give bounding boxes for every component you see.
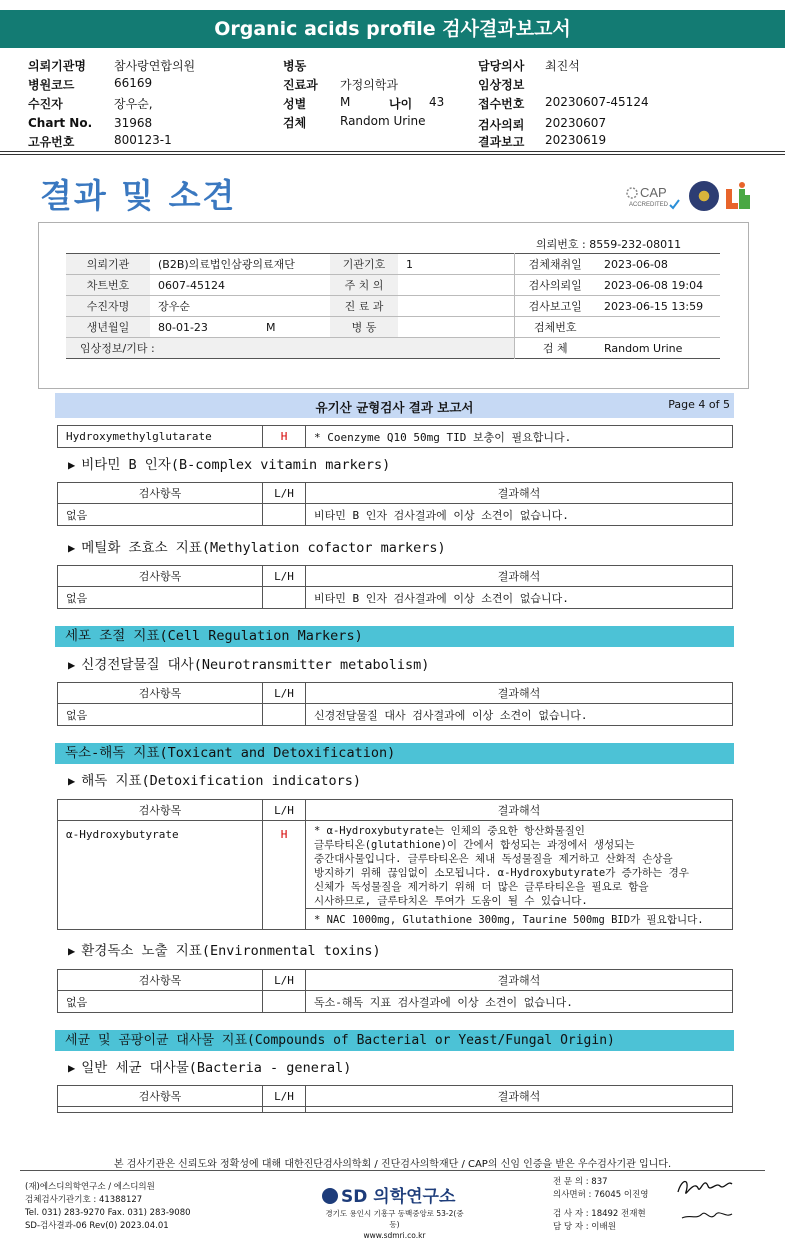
interp-line: 방지하기 위해 끊임없이 소모됩니다. α-Hydroxybutyrate가 증가하는 경우 [314,866,689,879]
result-flag [263,504,306,526]
cap-logo-text: CAP [640,185,667,200]
info-value: 장우순 [158,300,190,313]
col-header-lh: L/H [263,683,306,704]
analyte-name: 없음 [58,704,263,726]
value-specimen: Random Urine [340,114,426,128]
neurotransmitter-table [57,682,733,726]
triangle-right-icon: ▶ [68,944,76,958]
col-header-lh: L/H [263,970,306,991]
tester: 검 사 자 : 18492 전재현 [553,1209,646,1219]
result-flag [263,587,306,609]
hmg-result-table [57,425,733,448]
col-header-item: 검사항목 [58,566,263,587]
bacteria-table [57,1085,733,1113]
info-value [150,317,330,338]
lab-mark-logo [725,181,751,211]
col-header-item: 검사항목 [58,483,263,504]
triangle-right-icon: ▶ [68,458,76,472]
sd-institute-logo: SD 의학연구소 [322,1182,455,1207]
signatories [553,1176,649,1233]
label-receipt-no: 접수번호 [478,97,525,111]
value-age: 43 [429,95,445,109]
divider [0,151,785,152]
request-number: 의뢰번호 : 8559-232-08011 [536,238,682,251]
col-header-item: 검사항목 [58,683,263,704]
label-hospital-code: 병원코드 [28,78,75,92]
interp-line: 중간대사물입니다. 글루타티온은 체내 독성물질을 제거하고 산화적 손상을 [314,852,673,865]
address-line: 경기도 용인시 기흥구 동백중앙로 53-2(중동) [325,1209,464,1229]
info-value: 1 [398,254,514,275]
label-department: 진료과 [283,78,318,92]
result-flag [263,991,306,1013]
result-interp [306,1107,733,1113]
col-header-lh: L/H [263,566,306,587]
info-label: 검사보고일 [528,300,582,313]
col-header-lh: L/H [263,1086,306,1107]
col-header-interp: 결과해석 [306,483,733,504]
interp-line: * α-Hydroxybutyrate는 인체의 중요한 항산화물질인 [314,824,585,837]
analyte-name [58,1107,263,1113]
result-flag [263,704,306,726]
value-doctor: 최진석 [545,59,580,73]
info-label: 검사의뢰일 [528,279,582,292]
category-band-bacterial-fungal: 세균 및 곰팡이균 대사물 지표(Compounds of Bacterial or Yeast/Fungal Origin) [55,1030,734,1051]
handwritten-signature [670,1170,750,1230]
info-label: 생년월일 [66,317,150,338]
info-label: 검체번호 [533,321,577,334]
result-interp [306,821,733,909]
section-heading-bacteria: ▶ 일반 세균 대사물(Bacteria - general) [68,1060,352,1076]
col-header-interp: 결과해석 [306,566,733,587]
accreditation-note: 본 검사기관은 신뢰도와 정확성에 대해 대한진단검사의학회 / 진단검사의학재단 / CAP의 신임 인증을 받은 우수검사기관 입니다. [113,1159,672,1170]
info-label: 병 동 [330,317,398,338]
info-value: 2023-06-08 [604,257,668,271]
result-note: * NAC 1000mg, Glutathione 300mg, Taurine 500mg BID가 필요합니다. [306,909,733,930]
report-banner: Organic acids profile 검사결과보고서 [0,10,785,48]
col-header-lh: L/H [263,483,306,504]
label-institution: 의뢰기관명 [28,59,86,73]
analyte-name: α-Hydroxybutyrate [58,821,263,930]
value-unique-no: 800123-1 [114,133,172,147]
analyte-name: Hydroxymethylglutarate [58,426,263,448]
result-interp: 독소-해독 지표 검사결과에 이상 소견이 없습니다. [306,991,733,1013]
report-title-band [55,393,734,418]
vitamin-b-table [57,482,733,526]
value-receipt-no: 20230607-45124 [545,95,649,109]
value-patient: 장우순, [114,97,153,111]
clinical-info: 임상정보/기타 : [66,338,514,359]
analyte-name: 없음 [58,504,263,526]
info-value [398,275,514,296]
detox-table [57,799,733,930]
value-request-date: 20230607 [545,116,607,130]
col-header-interp: 결과해석 [306,683,733,704]
triangle-right-icon: ▶ [68,774,76,788]
result-interp: 비타민 B 인자 검사결과에 이상 소견이 없습니다. [306,504,733,526]
label-clinical-info: 임상정보 [478,78,525,92]
info-value [596,317,720,338]
section-heading-methylation: ▶ 메틸화 조효소 지표(Methylation cofactor markers) [68,540,446,556]
cap-accredited-logo [625,183,683,211]
info-label: 기관기호 [330,254,398,275]
category-band-cell-regulation: 세포 조절 지표(Cell Regulation Markers) [55,626,734,647]
info-value: 2023-06-15 13:59 [604,299,704,313]
lab-address [322,1208,467,1241]
page-number: Page 4 of 5 [668,398,730,411]
website: www.sdmri.co.kr [363,1231,426,1240]
value-institution: 참사랑연합의원 [114,59,196,73]
value-department: 가정의학과 [340,78,398,92]
col-header-interp: 결과해석 [306,1086,733,1107]
specialist: 전 문 의 : 837 [553,1177,608,1187]
interp-line: 글루타티온(glutathione)이 간에서 합성되는 과정에서 생성되는 [314,838,635,851]
triangle-right-icon: ▶ [68,1061,76,1075]
value-chart-no: 31968 [114,116,153,130]
col-header-item: 검사항목 [58,970,263,991]
label-ward: 병동 [283,59,307,73]
analyte-name: 없음 [58,991,263,1013]
society-seal-logo [689,181,719,211]
section-heading-vitamin-b: ▶ 비타민 B 인자(B-complex vitamin markers) [68,457,391,473]
col-header-item: 검사항목 [58,800,263,821]
lab-contact-info [25,1181,191,1233]
col-header-interp: 결과해석 [306,800,733,821]
label-age: 나이 [389,97,413,111]
info-label: 검 체 [542,342,568,355]
info-value: Random Urine [604,341,683,355]
staff-in-charge: 담 당 자 : 이배원 [553,1221,616,1232]
label-request-date: 검사의뢰 [478,118,525,132]
label-report-date: 결과보고 [478,135,525,149]
form-revision: SD-검사결과-06 Rev(0) 2023.04.01 [25,1221,169,1231]
result-interp: 신경전달물질 대사 검사결과에 이상 소견이 없습니다. [306,704,733,726]
result-flag: H [263,426,306,448]
label-sex: 성별 [283,97,307,111]
result-flag [263,1107,306,1113]
cap-logo-subtext: ACCREDITED [629,202,669,208]
interp-line: 시사하므로, 글루타치온 투여가 도움이 될 수 있습니다. [314,894,588,907]
label-patient: 수진자 [28,97,63,111]
label-specimen: 검체 [283,116,307,130]
report-title: 유기산 균형검사 결과 보고서 [315,400,474,415]
triangle-right-icon: ▶ [68,658,76,672]
result-flag: H [263,821,306,930]
info-label: 진 료 과 [330,296,398,317]
col-header-item: 검사항목 [58,1086,263,1107]
info-value [398,296,514,317]
label-doctor: 담당의사 [478,59,525,73]
environmental-table [57,969,733,1013]
info-value [398,317,514,338]
section-heading-neurotransmitter: ▶ 신경전달물질 대사(Neurotransmitter metabolism) [68,657,430,673]
results-title: 결과 및 소견 [40,176,237,215]
info-value: 0607-45124 [158,278,225,292]
lab-code: 검체검사기관기호 : 41388127 [25,1195,143,1205]
info-label: 의뢰기관 [66,254,150,275]
result-interp: 비타민 B 인자 검사결과에 이상 소견이 없습니다. [306,587,733,609]
section-heading-environmental: ▶ 환경독소 노출 지표(Environmental toxins) [68,943,381,959]
info-label: 수진자명 [66,296,150,317]
info-label: 주 치 의 [330,275,398,296]
info-value: (B2B)의료법인삼광의료재단 [158,258,295,271]
result-note: * Coenzyme Q10 50mg TID 보충이 필요합니다. [306,426,733,448]
lab-name: (재)에스디의학연구소 / 에스디의원 [25,1182,155,1192]
info-value: 2023-06-08 19:04 [604,278,704,292]
divider [20,1170,765,1171]
birth-date: 80-01-23 [158,320,208,334]
value-hospital-code: 66169 [114,76,153,90]
category-band-toxicant: 독소-해독 지표(Toxicant and Detoxification) [55,743,734,764]
section-heading-detox: ▶ 해독 지표(Detoxification indicators) [68,773,361,789]
label-unique-no: 고유번호 [28,135,75,149]
col-header-interp: 결과해석 [306,970,733,991]
label-chart-no: Chart No. [28,116,93,130]
interp-line: 신체가 독성물질을 제거하기 위해 더 많은 글루타티온을 필요로 함을 [314,880,649,893]
value-sex: M [340,95,351,109]
analyte-name: 없음 [58,587,263,609]
specimen-info-table [66,253,720,359]
birth-sex: M [265,320,276,334]
divider [0,154,785,155]
physician-license: 의사면허 : 76045 이진영 [553,1189,649,1200]
sd-logo-icon [322,1188,338,1204]
lab-phone: Tel. 031) 283-9270 Fax. 031) 283-9080 [25,1208,191,1218]
value-report-date: 20230619 [545,133,607,147]
methylation-table [57,565,733,609]
col-header-lh: L/H [263,800,306,821]
info-label: 검체채취일 [528,258,582,271]
triangle-right-icon: ▶ [68,541,76,555]
info-label: 차트번호 [66,275,150,296]
